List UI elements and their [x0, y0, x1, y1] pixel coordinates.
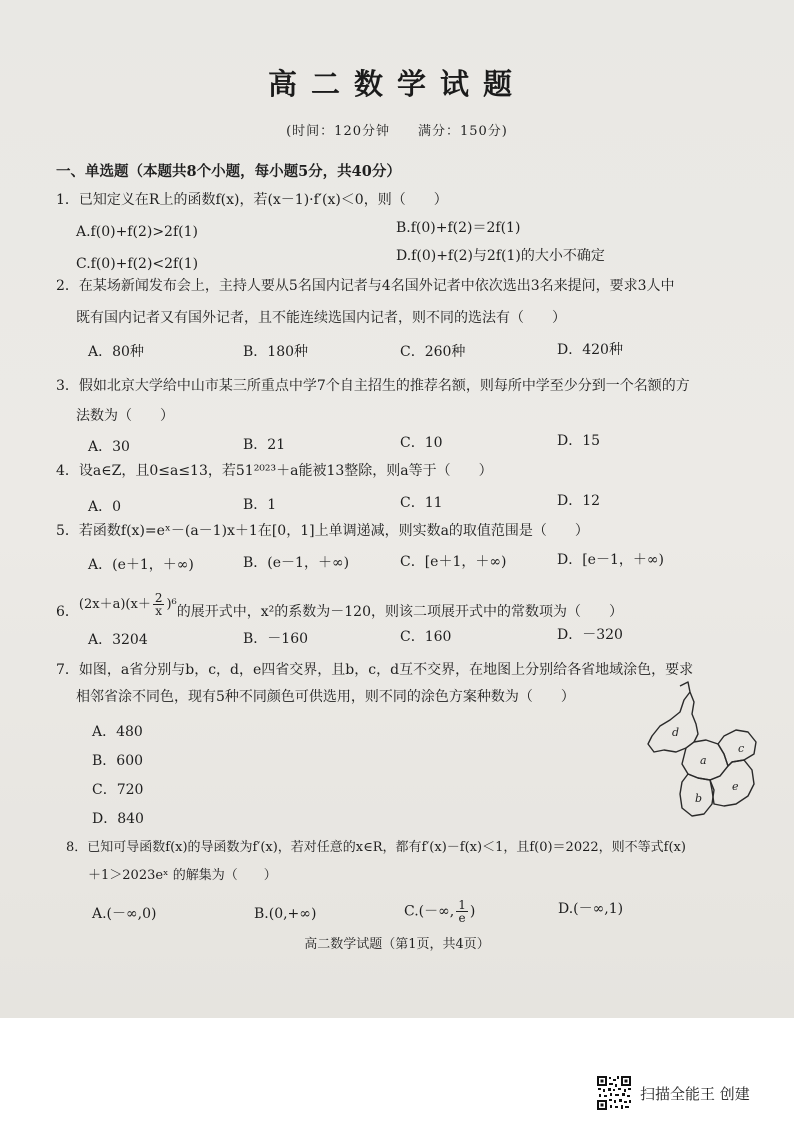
q7-option-d: D．840	[92, 811, 144, 827]
q6-binomial-expression	[78, 591, 177, 618]
q6-number: 6．	[56, 604, 79, 620]
q3-option-d: D．15	[557, 433, 601, 449]
q2-option-d: D．420种	[557, 342, 623, 358]
q7-region-map	[640, 678, 770, 828]
q7-stem-line2: 相邻省涂不同色，现有5种不同颜色可供选用，则不同的涂色方案种数为（ ）	[76, 689, 575, 705]
q8-option-c-right: )	[469, 903, 476, 920]
q6-stem-text: 的展开式中，x²的系数为－120，则该二项展开式中的常数项为（ ）	[176, 604, 623, 620]
q8-option-c-numerator: 1	[458, 898, 466, 912]
q6-fraction-denominator: x	[155, 604, 163, 618]
q7-option-b: B．600	[92, 753, 144, 769]
q4-option-c: C．11	[400, 495, 443, 511]
q3-stem-line2: 法数为（ ）	[76, 408, 174, 424]
q4-option-d: D．12	[557, 493, 601, 509]
map-label-e: e	[732, 780, 739, 793]
q4-stem: 4．设a∈Z，且0≤a≤13，若51²⁰²³＋a能被13整除，则a等于（ ）	[56, 463, 493, 479]
q6-option-c: C．160	[400, 629, 452, 645]
q1-stem: 1．已知定义在R上的函数f(x)，若(x－1)·f′(x)＜0，则（ ）	[56, 192, 448, 208]
q8-stem-line2: ＋1＞2023eˣ 的解集为（ ）	[88, 868, 277, 883]
q6-option-a: A．3204	[88, 632, 148, 648]
q1-option-d: D.f(0)+f(2)与2f(1)的大小不确定	[396, 248, 605, 264]
q5-stem: 5．若函数f(x)=eˣ－(a－1)x＋1在[0，1]上单调递减，则实数a的取值范围是（ ）	[56, 523, 589, 539]
q5-option-b: B．(e－1，＋∞)	[243, 555, 350, 571]
q8-stem-line1: 8．已知可导函数f(x)的导函数为f′(x)，若对任意的x∈R，都有f′(x)－f(x)＜1，且f(0)＝2022，则不等式f(x)	[66, 840, 686, 855]
q5-option-d: D．[e－1，＋∞)	[557, 552, 665, 568]
q8-option-c-fraction	[456, 899, 468, 924]
section-heading: 一、单选题（本题共8个小题，每小题5分，共40分）	[56, 163, 401, 180]
q4-option-a: A．0	[88, 499, 122, 515]
q2-stem-line2: 既有国内记者又有国外记者，且不能连续选国内记者，则不同的选法有（ ）	[76, 310, 566, 326]
map-label-b: b	[695, 792, 703, 805]
q6-expr-left: (2x＋a)(x＋	[78, 597, 151, 612]
q8-option-c-denominator: e	[458, 911, 466, 925]
q6-expr-right: )⁶	[166, 597, 177, 612]
page-footer: 高二数学试题（第1页，共4页）	[304, 937, 490, 952]
q2-option-c: C．260种	[400, 344, 466, 360]
q6-option-b: B．－160	[243, 631, 309, 647]
map-label-c: c	[738, 742, 745, 755]
map-label-d: d	[672, 726, 680, 739]
q8-option-c-left: C.(－∞,	[404, 903, 455, 920]
q1-option-a: A.f(0)+f(2)>2f(1)	[76, 224, 198, 240]
q7-option-c: C．720	[92, 782, 144, 798]
qr-code-icon	[596, 1075, 632, 1111]
q8-option-b: B.(0,+∞)	[254, 906, 317, 922]
q6-stem	[56, 591, 623, 625]
exam-title: 高二数学试题	[267, 67, 526, 101]
q3-option-c: C．10	[400, 435, 443, 451]
q3-stem-line1: 3．假如北京大学给中山市某三所重点中学7个自主招生的推荐名额，则每所中学至少分到一个名额的方	[56, 378, 690, 394]
q6-fraction-numerator: 2	[154, 591, 163, 605]
q4-option-b: B．1	[243, 497, 277, 513]
q3-option-a: A．30	[88, 439, 130, 455]
q5-option-a: A．(e＋1，＋∞)	[88, 557, 194, 573]
q1-option-c: C.f(0)+f(2)<2f(1)	[76, 256, 199, 272]
q8-option-d: D.(－∞,1)	[558, 901, 624, 917]
map-region-d	[648, 682, 698, 752]
q6-fraction	[153, 592, 165, 617]
q2-option-a: A．80种	[88, 344, 144, 360]
q6-option-d: D．－320	[557, 627, 623, 643]
q5-option-c: C．[e＋1，＋∞)	[400, 554, 507, 570]
q8-option-a: A.(－∞,0)	[92, 906, 157, 922]
scanner-watermark: 扫描全能王 创建	[640, 1085, 750, 1103]
q3-option-b: B．21	[243, 437, 286, 453]
q1-option-b: B.f(0)+f(2)＝2f(1)	[396, 220, 521, 236]
map-label-a: a	[700, 754, 707, 767]
exam-subtitle: (时间：120分钟 满分：150分)	[286, 124, 508, 139]
q8-option-c	[404, 899, 475, 924]
q2-option-b: B．180种	[243, 344, 309, 360]
q7-option-a: A．480	[92, 724, 143, 740]
q2-stem-line1: 2．在某场新闻发布会上，主持人要从5名国内记者与4名国外记者中依次选出3名来提问，要求3人中	[56, 278, 675, 294]
q7-stem-line1: 7．如图，a省分别与b，c，d，e四省交界，且b，c，d互不交界，在地图上分别给各省地域涂色，要求	[56, 662, 694, 678]
